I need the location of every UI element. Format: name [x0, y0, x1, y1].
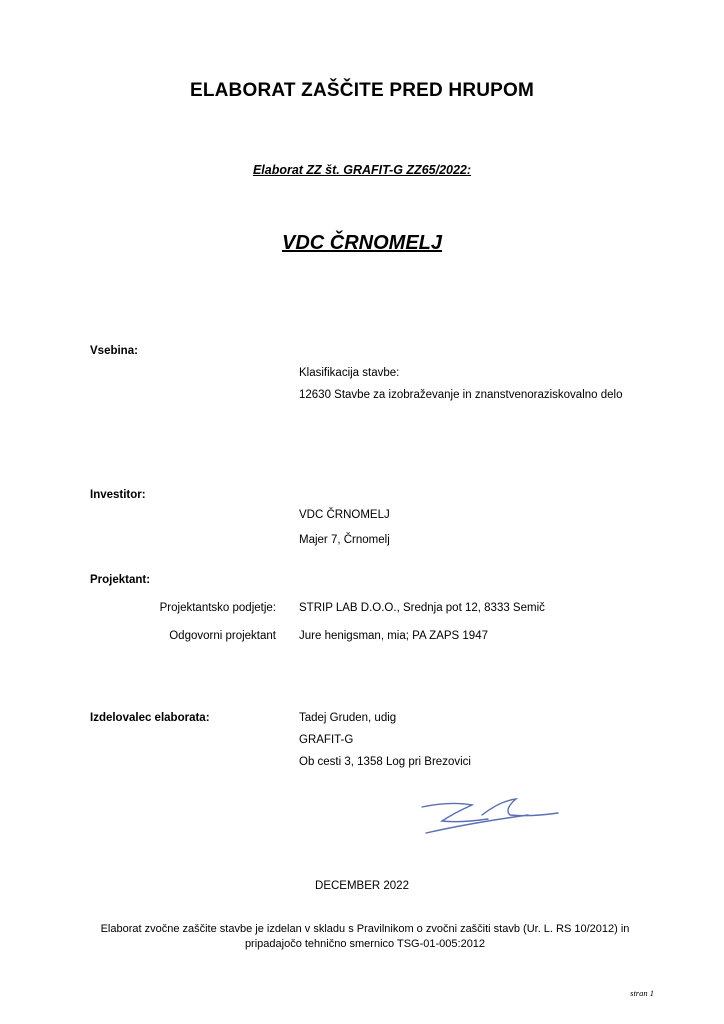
- investor-address: Majer 7, Črnomelj: [299, 534, 390, 546]
- signature-image: [420, 795, 560, 840]
- designer-company-value: STRIP LAB D.O.O., Srednja pot 12, 8333 Semič: [299, 602, 545, 614]
- designer-company-label: Projektantsko podjetje:: [159, 602, 276, 614]
- document-date: DECEMBER 2022: [315, 880, 409, 892]
- building-name: VDC ČRNOMELJ: [281, 232, 442, 254]
- document-title: ELABORAT ZAŠČITE PRED HRUPOM: [189, 80, 535, 101]
- page-number: stran 1: [630, 988, 654, 998]
- author-name: Tadej Gruden, udig: [299, 712, 397, 724]
- footer-note: Elaborat zvočne zaščite stavbe je izdelan v skladu s Pravilnikom o zvočni zaščiti stavb (Ur. L. RS 10/2012) in pripadajočo tehnično smernico TSG-01-005:2012: [100, 923, 630, 950]
- designer-responsible-label: Odgovorni projektant: [169, 630, 276, 642]
- investor-name: VDC ČRNOMELJ: [299, 509, 390, 521]
- investor-label: Investitor:: [90, 489, 146, 501]
- classification-label: Klasifikacija stavbe:: [299, 367, 400, 379]
- author-label: Izdelovalec elaborata:: [90, 712, 210, 724]
- author-company: GRAFIT-G: [299, 734, 354, 746]
- designer-label: Projektant:: [90, 574, 151, 586]
- content-label: Vsebina:: [90, 345, 138, 357]
- designer-responsible-value: Jure henigsman, mia; PA ZAPS 1947: [299, 630, 488, 642]
- classification-value: 12630 Stavbe za izobraževanje in znanstvenoraziskovalno delo: [299, 389, 623, 401]
- document-subtitle: Elaborat ZZ št. GRAFIT-G ZZ65/2022:: [252, 163, 472, 177]
- author-address: Ob cesti 3, 1358 Log pri Brezovici: [299, 756, 471, 768]
